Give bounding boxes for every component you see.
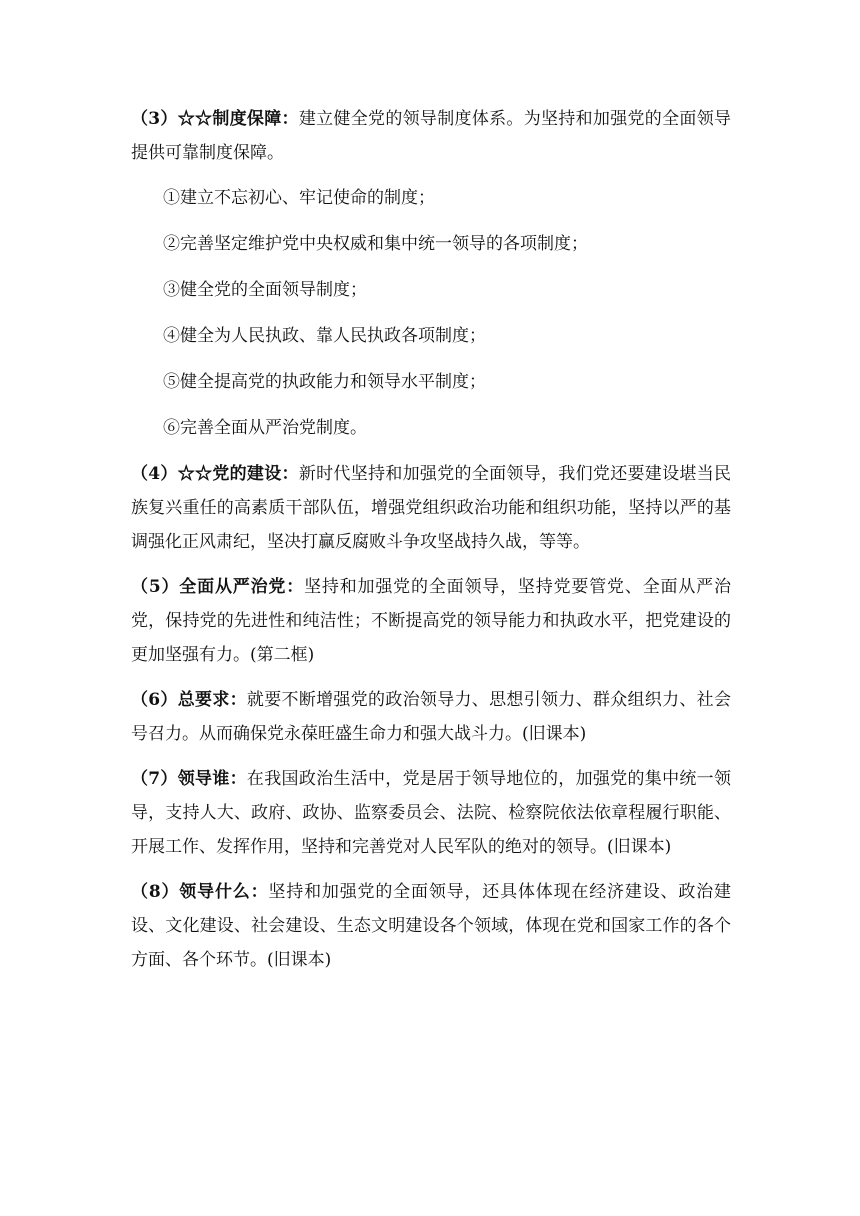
section-3-label: （3）☆☆制度保障： [131,109,299,129]
section-7-label: （7）领导谁： [131,769,247,789]
section-3-item-6: ⑥完善全面从严治党制度。 [163,418,367,438]
section-4-text: 新时代坚持和加强党的全面领导，我们党还要建设堪当民族复兴重任的高素质干部队伍，增强党组织政治功能和组织功能，坚持以严的基调强化正风肃纪，坚决打赢反腐败斗争攻坚战持久战，等等。 [131,464,731,552]
section-8 [131,875,731,977]
section-3-item-3: ③健全党的全面领导制度； [163,280,367,300]
section-5-label: （5）全面从严治党： [131,577,305,597]
section-3 [131,102,731,170]
section-3-item-1: ①建立不忘初心、牢记使命的制度； [163,188,435,208]
section-6-label: （6）总要求： [131,690,247,710]
section-3-item-4: ④健全为人民执政、靠人民执政各项制度； [163,326,486,346]
section-5 [131,570,731,672]
section-5-text: 坚持和加强党的全面领导，坚持党要管党、全面从严治党，保持党的先进性和纯洁性；不断提高党的领导能力和执政水平，把党建设的更加坚强有力。(第二框) [131,577,731,665]
section-4-label: （4）☆☆党的建设： [131,464,299,484]
section-8-text: 坚持和加强党的全面领导，还具体体现在经济建设、政治建设、文化建设、社会建设、生态文明建设各个领域，体现在党和国家工作的各个方面、各个环节。(旧课本) [131,882,731,970]
section-3-item-5: ⑤健全提高党的执政能力和领导水平制度； [163,372,486,392]
document-body [131,102,731,988]
section-6 [131,683,731,751]
section-4 [131,457,731,559]
section-7 [131,762,731,864]
section-3-item-2: ②完善坚定维护党中央权威和集中统一领导的各项制度； [163,234,588,254]
section-8-label: （8）领导什么： [131,882,269,902]
section-7-text: 在我国政治生活中，党是居于领导地位的，加强党的集中统一领导，支持人大、政府、政协、监察委员会、法院、检察院依法依章程履行职能、开展工作、发挥作用，坚持和完善党对人民军队的绝对的领导。(旧课本) [131,769,731,857]
section-6-text: 就要不断增强党的政治领导力、思想引领力、群众组织力、社会号召力。从而确保党永葆旺盛生命力和强大战斗力。(旧课本) [131,690,731,744]
section-3-text: 建立健全党的领导制度体系。为坚持和加强党的全面领导提供可靠制度保障。 [131,109,731,163]
